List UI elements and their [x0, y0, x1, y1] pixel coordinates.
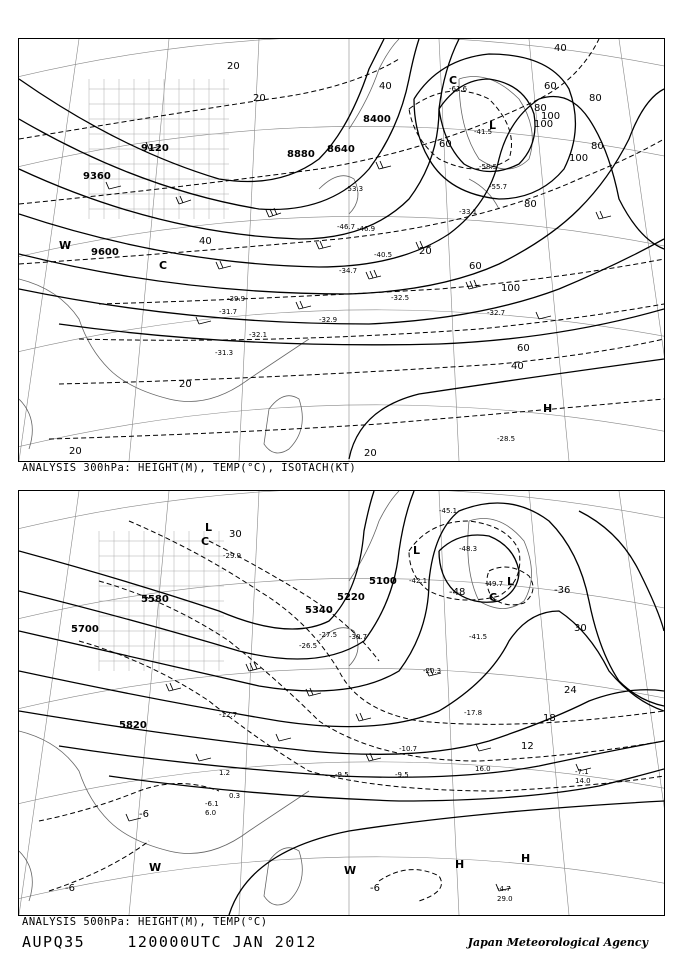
- warm-marker: W: [149, 861, 162, 874]
- isotach-label: 40: [511, 361, 524, 372]
- isotherm-label: 30: [229, 529, 242, 540]
- temp-label: -28.5: [497, 435, 516, 443]
- isotach-label: 20: [364, 448, 377, 459]
- dewpoint-label: 6.0: [205, 809, 217, 817]
- warm-marker: W: [344, 864, 357, 877]
- isotach-label: 60: [517, 343, 530, 354]
- isotach-label: 40: [199, 236, 212, 247]
- map-500hpa-svg: [19, 491, 664, 915]
- isotherm-label: 24: [564, 685, 577, 696]
- isotach-label: 60: [439, 139, 452, 150]
- isotherm-label: -6: [370, 883, 380, 894]
- isotach-label: 80: [534, 103, 547, 114]
- dewpoint-label: 29.0: [497, 895, 513, 903]
- temp-label: -31.7: [219, 308, 238, 316]
- temp-label: -12.7: [219, 711, 238, 719]
- dewpoint-label: 0.3: [229, 792, 241, 800]
- isotach-label: 60: [469, 261, 482, 272]
- isotach-label: 20: [227, 61, 240, 72]
- isotach-label: 80: [589, 93, 602, 104]
- isotherm-lines: [39, 521, 664, 901]
- temp-label: -34.7: [339, 267, 358, 275]
- isotach-label: 60: [544, 81, 557, 92]
- temp-label: -55.7: [489, 183, 508, 191]
- cold-marker: C: [159, 259, 168, 272]
- height-label: 9120: [141, 143, 169, 154]
- isotherm-label: -6: [139, 809, 149, 820]
- low-pressure-marker: L: [413, 544, 421, 557]
- height-label: 9600: [91, 247, 119, 258]
- panel-300-caption: ANALYSIS 300hPa: HEIGHT(M), TEMP(°C), ISOTACH(KT): [22, 462, 357, 474]
- isotach-label: 100: [541, 111, 561, 122]
- isotach-label: 100: [501, 283, 521, 294]
- temp-label: -32.1: [249, 331, 268, 339]
- temp-label: -49.7: [485, 580, 504, 588]
- temp-label: -46.7: [337, 223, 356, 231]
- product-header: [22, 933, 317, 951]
- temp-label: -27.5: [319, 631, 338, 639]
- valid-time: 120000UTC JAN 2012: [127, 933, 317, 951]
- agency-name: Japan Meteorological Agency: [467, 936, 648, 949]
- temp-label: -33.1: [459, 208, 478, 216]
- temp-label: -40.5: [374, 251, 393, 259]
- temp-label: -48.3: [459, 545, 478, 553]
- height-contours: [19, 491, 664, 915]
- temp-label: -41.5: [469, 633, 488, 641]
- height-label: 5820: [119, 720, 147, 731]
- isotach-label: 20: [419, 246, 432, 257]
- temp-label: -42.1: [409, 577, 428, 585]
- temp-label: -39.9: [227, 295, 246, 303]
- temp-label: -7.1: [575, 768, 589, 776]
- graticule: [19, 491, 664, 915]
- height-label: 5580: [141, 594, 169, 605]
- low-pressure-marker: L: [507, 575, 515, 588]
- cold-marker: C: [489, 591, 498, 604]
- height-label: 9360: [83, 171, 111, 182]
- temp-label: -20.3: [423, 667, 442, 675]
- temp-label: -45.1: [439, 507, 458, 515]
- temp-label: -9.5: [395, 771, 409, 779]
- isotach-label: 40: [379, 81, 392, 92]
- temp-label: -9.5: [335, 771, 349, 779]
- panel-500-caption: ANALYSIS 500hPa: HEIGHT(M), TEMP(°C): [22, 916, 268, 928]
- high-pressure-marker: H: [455, 858, 465, 871]
- product-code: AUPQ35: [22, 933, 86, 951]
- temp-label: -32.9: [319, 316, 338, 324]
- high-pressure-marker: H: [543, 402, 553, 415]
- isotherm-label: -6: [65, 883, 75, 894]
- isotach-label: 20: [253, 93, 266, 104]
- cold-marker: C: [201, 535, 210, 548]
- temp-label: -58.5: [479, 163, 498, 171]
- dewpoint-label: 16.0: [475, 765, 491, 773]
- map-panel-500hpa: [18, 490, 665, 916]
- isotherm-label: 18: [543, 713, 556, 724]
- isotach-label: 40: [554, 43, 567, 54]
- temp-label: -10.7: [399, 745, 418, 753]
- height-label: 8400: [363, 114, 391, 125]
- cold-marker: C: [449, 74, 458, 87]
- height-label: 8640: [327, 144, 355, 155]
- temp-label: -53.3: [345, 185, 364, 193]
- temp-label: -46.9: [357, 225, 376, 233]
- temp-label: -4.7: [497, 885, 511, 893]
- map-panel-300hpa: [18, 38, 665, 462]
- temp-label: -6.1: [205, 800, 219, 808]
- coastline: [19, 39, 532, 453]
- high-pressure-marker: H: [521, 852, 531, 865]
- temp-label: -61.6: [449, 85, 468, 93]
- low-pressure-marker: L: [489, 119, 497, 132]
- temp-label: -26.5: [299, 642, 318, 650]
- height-label: 5100: [369, 576, 397, 587]
- low-pressure-marker: L: [205, 521, 213, 534]
- height-label: 5700: [71, 624, 99, 635]
- isotherm-label: -36: [554, 585, 571, 596]
- temp-label: -29.9: [223, 552, 242, 560]
- isotach-label: 20: [179, 379, 192, 390]
- warm-marker: W: [59, 239, 72, 252]
- height-label: 8880: [287, 149, 315, 160]
- isotach-label: 20: [69, 446, 82, 457]
- isotach-label: 80: [591, 141, 604, 152]
- isotach-label: 100: [534, 119, 554, 130]
- height-label: 5220: [337, 592, 365, 603]
- isotherm-label: -48: [449, 587, 466, 598]
- temp-label: -30.7: [349, 633, 368, 641]
- coastline: [19, 491, 532, 905]
- temp-label: -32.5: [391, 294, 410, 302]
- temp-label: -32.7: [487, 309, 506, 317]
- height-label: 5340: [305, 605, 333, 616]
- temp-label: -41.5: [474, 128, 493, 136]
- isotherm-label: 30: [574, 623, 587, 634]
- dewpoint-label: 1.2: [219, 769, 231, 777]
- temp-label: -31.3: [215, 349, 234, 357]
- isotach-label: 80: [524, 199, 537, 210]
- isotach-label: 100: [569, 153, 589, 164]
- isotherm-label: 12: [521, 741, 534, 752]
- temp-label: -17.8: [464, 709, 483, 717]
- map-300hpa-svg: [19, 39, 664, 461]
- dewpoint-label: 14.0: [575, 777, 591, 785]
